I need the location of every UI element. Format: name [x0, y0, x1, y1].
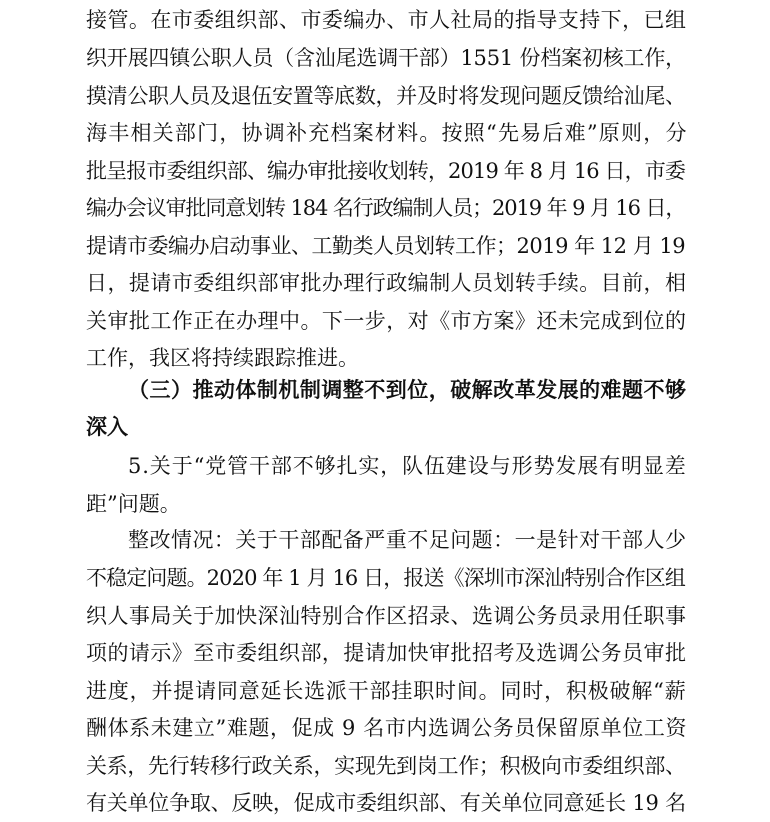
body-line: 关系，先行转移行政关系，实现先到岗工作；积极向市委组织部、 — [86, 754, 686, 778]
body-line: 接管。在市委组织部、市委编办、市人社局的指导支持下，已组 — [86, 8, 687, 32]
body-line: 项的请示》至市委组织部，提请加快审批招考及选调公务员审批 — [86, 641, 687, 665]
item-title: 5.关于“党管干部不够扎实，队伍建设与形势发展有明显差 — [128, 454, 687, 478]
body-line: 工作，我区将持续跟踪推进。 — [86, 346, 359, 370]
body-line: 日，提请市委组织部审批办理行政编制人员划转手续。目前，相 — [86, 271, 687, 295]
body-line: 进度，并提请同意延长选派干部挂职时间。同时，积极破解“薪 — [86, 679, 687, 703]
body-line: 提请市委编办启动事业、工勤类人员划转工作；2019 年 12 月 19 — [86, 234, 686, 258]
paragraph-start: 整改情况：关于干部配备严重不足问题：一是针对干部人少 — [128, 528, 687, 552]
body-line: 织开展四镇公职人员（含汕尾选调干部）1551 份档案初核工作， — [86, 46, 686, 70]
body-line: 酬体系未建立”难题，促成 9 名市内选调公务员保留原单位工资 — [86, 716, 688, 740]
body-line: 有关单位争取、反映，促成市委组织部、有关单位同意延长 19 名 — [86, 791, 686, 815]
section-heading: （三）推动体制机制调整不到位，破解改革发展的难题不够 — [128, 377, 687, 402]
body-line: 摸清公职人员及退伍安置等底数，并及时将发现问题反馈给汕尾、 — [86, 84, 686, 108]
body-line: 关审批工作正在办理中。下一步，对《市方案》还未完成到位的 — [86, 309, 687, 333]
body-line: 织人事局关于加快深汕特别合作区招录、选调公务员录用任职事 — [86, 604, 687, 628]
body-line: 海丰相关部门，协调补充档案材料。按照“先易后难”原则，分 — [86, 121, 688, 145]
item-title-continued: 距”问题。 — [86, 492, 181, 516]
body-line: 批呈报市委组织部、编办审批接收划转，2019 年 8 月 16 日，市委 — [86, 159, 686, 183]
body-line: 不稳定问题。2020 年 1 月 16 日，报送《深圳市深汕特别合作区组 — [86, 566, 686, 590]
body-line: 编办会议审批同意划转 184 名行政编制人员；2019 年 9 月 16 日， — [86, 196, 686, 220]
section-heading-continued: 深入 — [86, 414, 128, 439]
